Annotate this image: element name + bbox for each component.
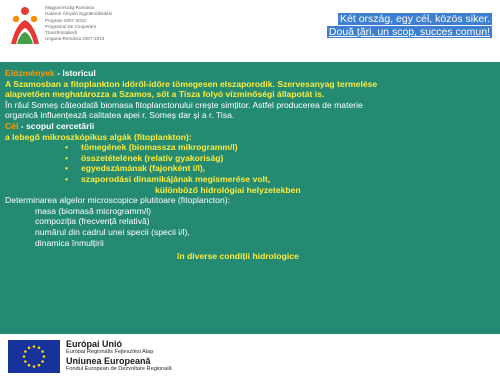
slogan-hungarian: Két ország, egy cél, közös siker. — [340, 13, 490, 25]
background-heading-hu: Előzmények — [5, 68, 55, 78]
bullet-text: szaporodási dinamikájának megismerése volt, — [81, 173, 271, 184]
bullet-icon: • — [65, 152, 69, 163]
ro-tail: în diverse condiții hidrologice — [177, 251, 299, 262]
heading-separator: - — [54, 68, 63, 78]
program-logo-icon — [7, 6, 43, 46]
ro-item: numărul din cadrul unei specii (specii i/l), — [35, 226, 190, 237]
goal-heading-ro: scopul cercetării — [26, 120, 95, 131]
background-heading — [5, 68, 495, 79]
header-banner — [0, 0, 500, 62]
slide-content — [5, 68, 495, 262]
slogan-romanian: Două țări, un scop, succes comun! — [328, 26, 490, 38]
bullets-tail: különböző hidrológiai helyzetekben — [155, 184, 301, 195]
bullet-item — [5, 174, 495, 185]
slogan — [327, 13, 492, 39]
bullet-item — [5, 153, 495, 164]
eu-name-hu: Európai Unió — [66, 339, 122, 349]
ro-item: dinamica înmulțirii — [35, 237, 104, 248]
eu-funding-text — [66, 339, 172, 373]
program-line: Program 2007-2013 — [45, 17, 86, 23]
bullet-icon: • — [65, 163, 69, 174]
fund-name-ro: Fondul European de Dezvoltare Regională — [66, 366, 172, 373]
eu-flag-icon — [8, 340, 60, 373]
background-ro-line: În râul Someș câteodată biomasa fitoplanctonului crește simțitor. Astfel producerea de materie — [5, 99, 363, 110]
bullet-text: egyedszámának (fajonként i/l), — [81, 163, 206, 174]
bullet-icon: • — [65, 173, 69, 184]
fund-name-hu: Európai Regionális Fejlesztési Alap — [66, 349, 154, 355]
program-line: Transfrontalieră — [45, 30, 77, 36]
bullet-icon: • — [65, 142, 69, 153]
background-heading-ro: Istoricul — [62, 68, 96, 78]
bullet-text: tömegének (biomassza mikrogramm/l) — [81, 142, 238, 153]
bullet-text: összetételének (relatív gyakoriság) — [81, 152, 224, 163]
program-name — [45, 5, 112, 43]
goal-intro-hu: a lebegő mikroszkópikus algák (fitoplankton): — [5, 131, 192, 142]
goal-heading-hu: Cél — [5, 120, 19, 131]
program-line: Határon Átnyúló Együttműködési — [45, 11, 112, 17]
ro-item: compoziția (frecvență relativă) — [35, 216, 150, 227]
eu-name-ro: Uniunea Europeană — [66, 356, 151, 367]
program-line: Programul De Cooperare — [45, 23, 97, 29]
background-ro-line: organică influențează calitatea apei r. Someș dar și a r. Tisa. — [5, 110, 235, 121]
background-hu-line: alapvetően meghatározza a Szamos, sőt a Tisza folyó vízminőségi állapotát is. — [5, 89, 325, 100]
bullet-item — [5, 142, 495, 153]
ro-item: masa (biomasă microgramm/l) — [35, 205, 152, 216]
bullet-item — [5, 163, 495, 174]
program-line: Magyarország-Románia — [45, 5, 95, 10]
background-hu-line: A Szamosban a fitoplankton időről-időre tömegesen elszaporodik. Szervesanyag termelése — [5, 78, 378, 89]
program-line: Ungaria-România 2007-2013 — [45, 36, 105, 42]
footer-banner — [0, 334, 500, 378]
goal-intro-ro: Determinarea algelor microscopice plutitoare (fitoplancton): — [5, 195, 230, 206]
goal-heading — [5, 121, 495, 132]
heading-separator: - — [18, 120, 27, 131]
